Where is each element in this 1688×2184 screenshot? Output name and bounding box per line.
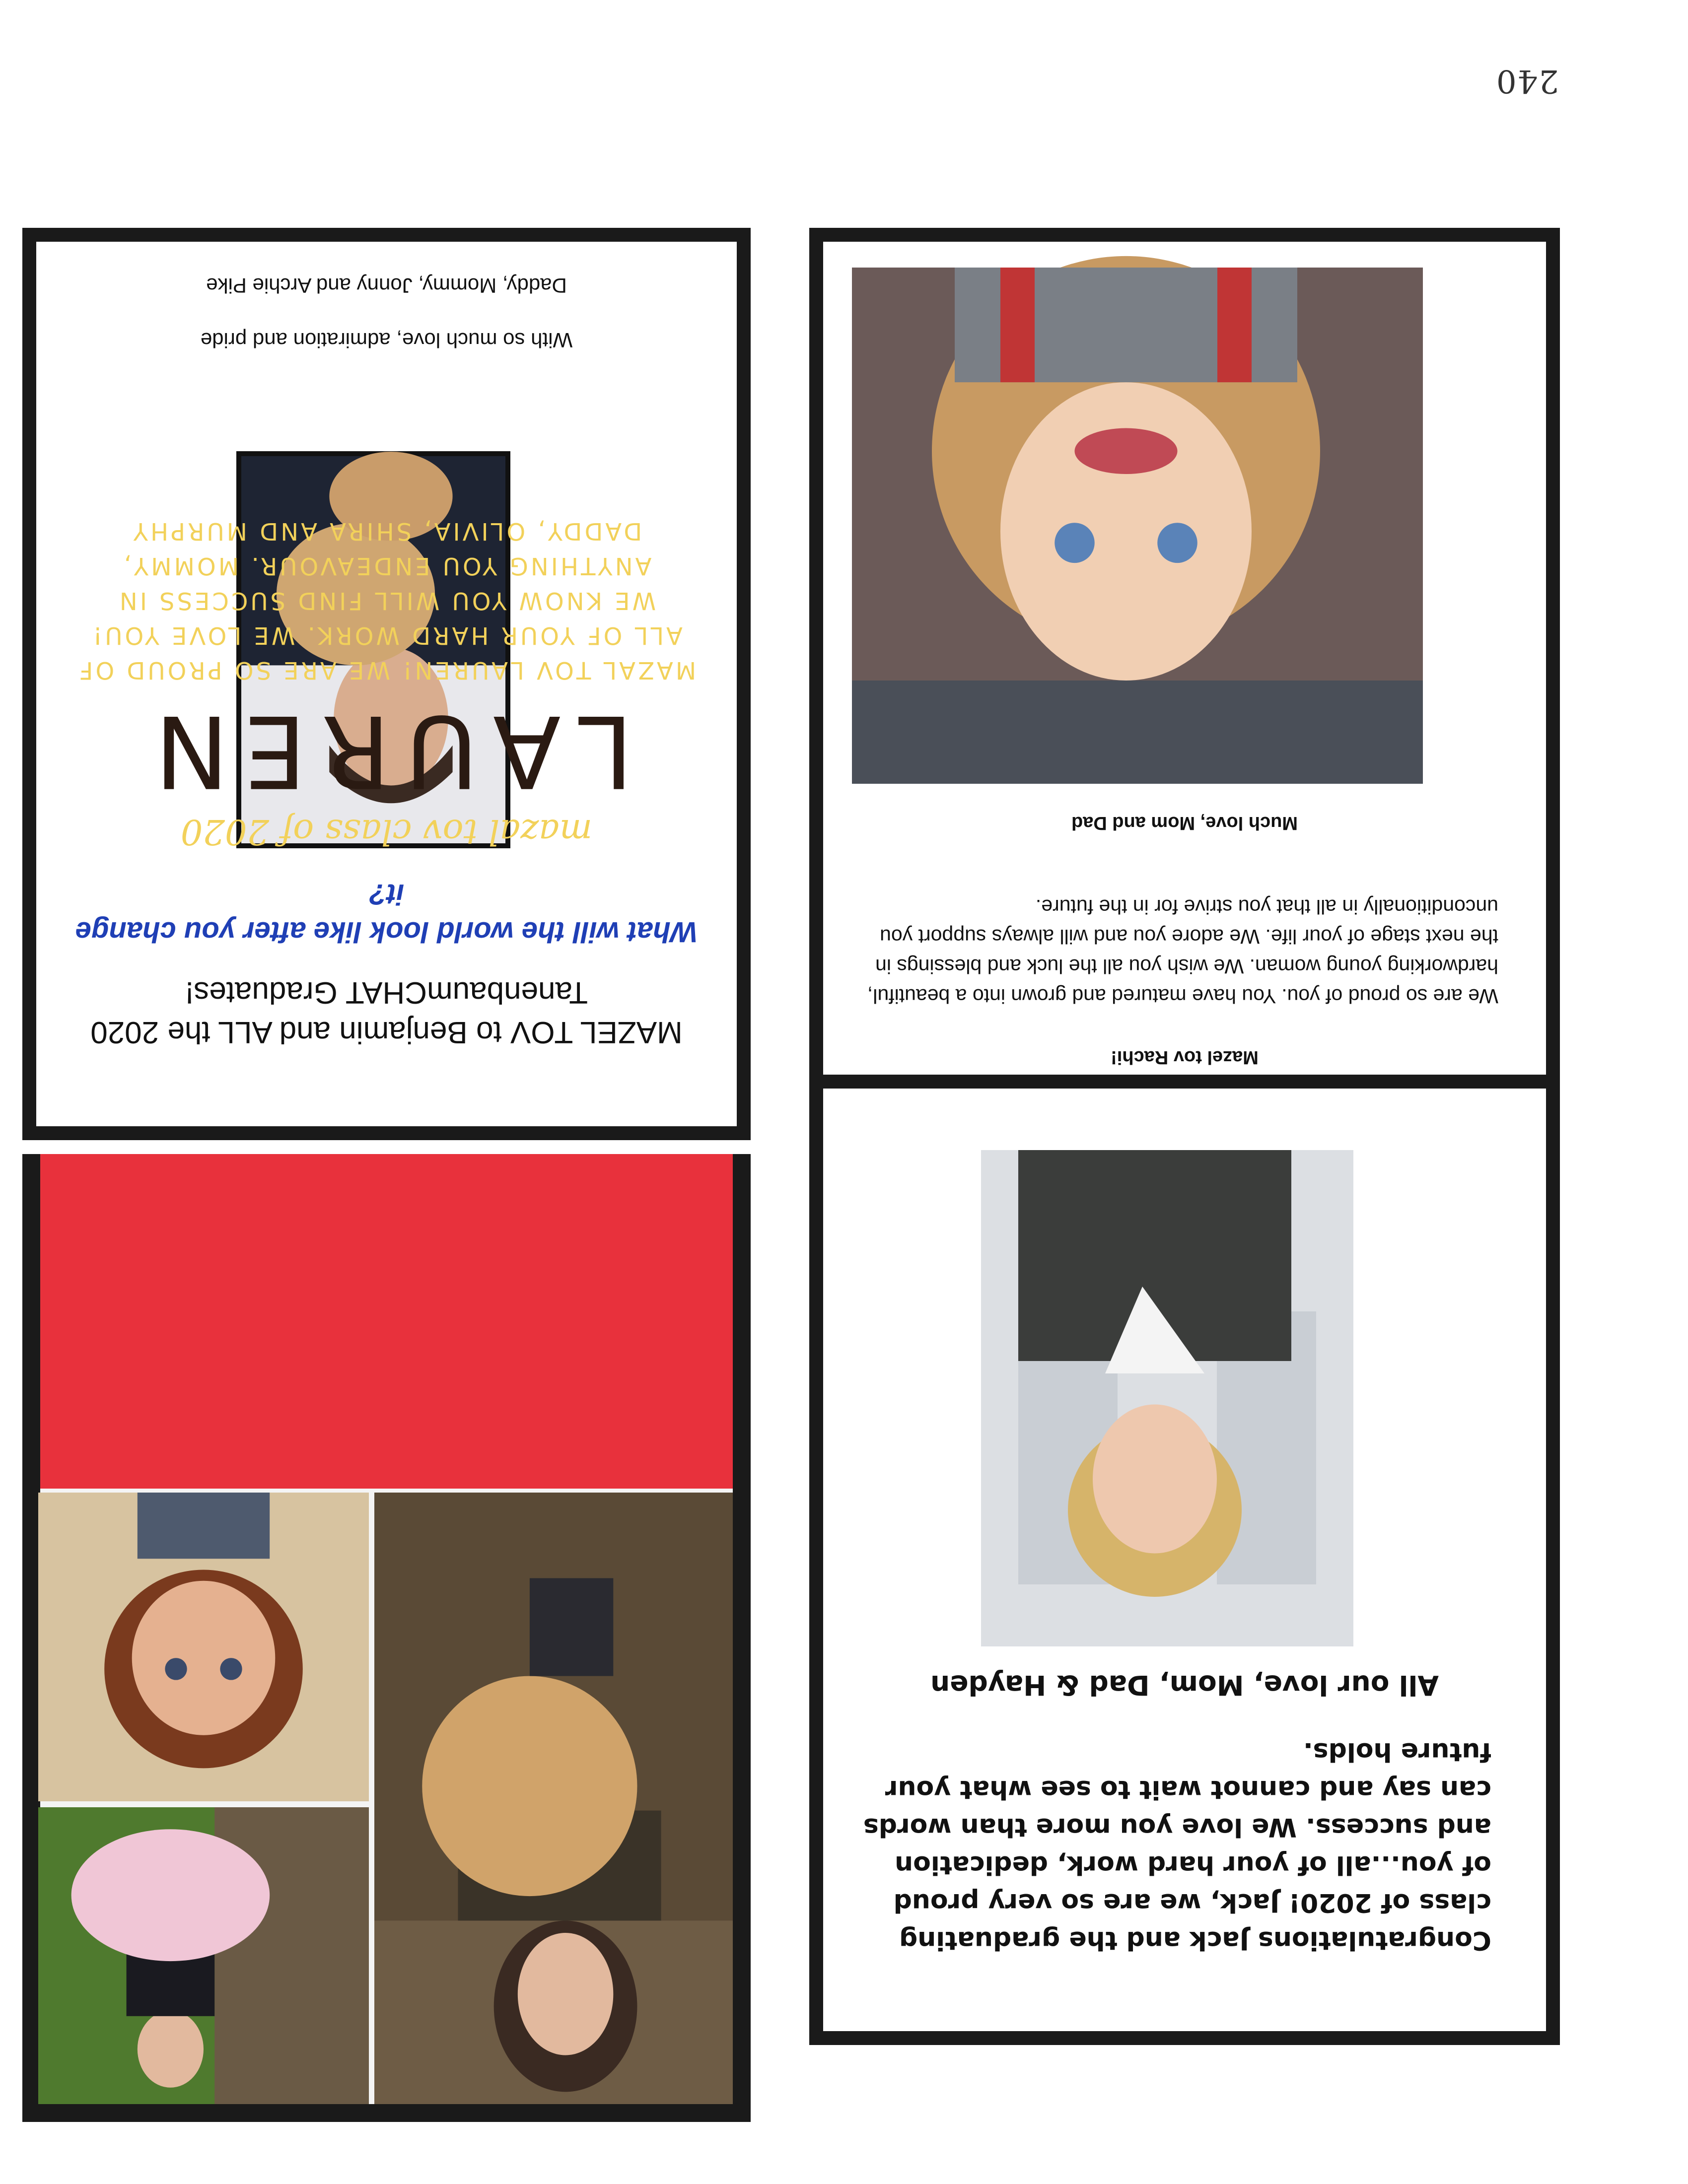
lauren-dance-photo: [38, 1807, 369, 2104]
lauren-ad-name: LAUREN: [140, 693, 633, 809]
benjamin-ad-quote: What will the world look like after you change it?: [75, 878, 698, 948]
benjamin-ad-headline: MAZEL TOV to Benjamin and ALL the 2020 TanenbaumCHAT Graduates!: [90, 975, 683, 1049]
page-number: 240: [1495, 63, 1559, 99]
rachel-ad-heading: Mazel tov Rachi!: [1111, 1047, 1259, 1068]
jack-ad-signature: All our love, Mom, Dad & Hayden: [930, 1669, 1439, 1701]
lauren-ad-tagline: mazal tov class of 2020: [180, 812, 593, 852]
jack-ad-message: Congratulations Jack and the graduating class of 2020! Jack, we are so very proud of you...all of your hard work, dedication and success. We love you more than words can say and cannot wait to see what your future holds.: [863, 1737, 1491, 1955]
jack-tribute-ad: [809, 1075, 1560, 2045]
benjamin-ad-signature: Daddy, Mommy, Jonny and Archie Pike: [206, 274, 567, 297]
jack-portrait-photo: [981, 1150, 1353, 1646]
lauren-photo-collage: [40, 1469, 733, 2104]
lauren-childhood-photo: [38, 1493, 369, 1801]
lauren-ad-message: MAZAL TOV LAUREN! WE ARE SO PROUD OF ALL OF YOUR HARD WORK. WE LOVE YOU! WE KNOW YOU WILL FIND SUCCESS IN ANYTHING YOU ENDEAVOUR. MOMMY, DADDY, OLIVIA, SHIRA AND MURPHY: [76, 517, 697, 684]
lauren-with-dog-photo: [374, 1493, 733, 2104]
benjamin-ad-love-line: With so much love, admiration and pride: [200, 329, 573, 352]
rachel-ad-signature: Much love, Mom and Dad: [1071, 813, 1298, 833]
rachel-ad-message: We are so proud of you. You have matured and grown into a beautiful, hardworking young woman. We wish you all the luck and blessings in the next stage of your life. We adore you and will always support you unconditionally in all that you strive for in the future.: [867, 895, 1498, 1008]
rachel-tribute-ad: [809, 228, 1560, 1140]
rachel-child-photo: [852, 268, 1423, 784]
